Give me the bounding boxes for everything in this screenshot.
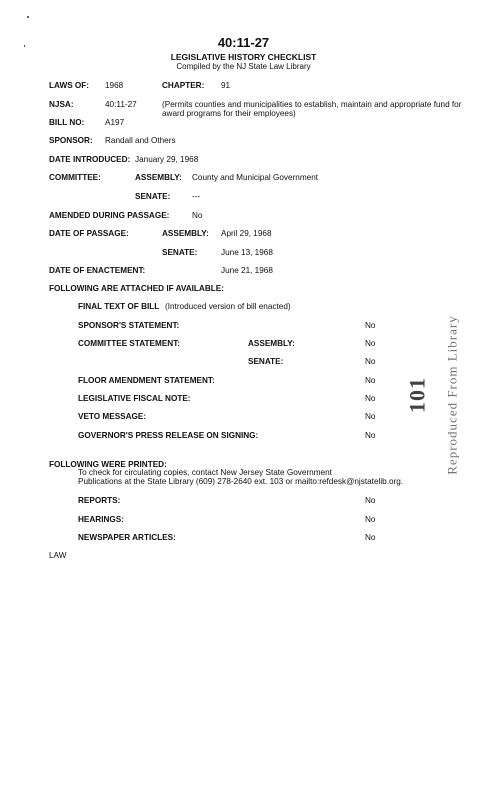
date-introduced-label: DATE INTRODUCED: <box>49 155 131 164</box>
date-introduced-value: January 29, 1968 <box>135 155 199 164</box>
veto-message-value: No <box>365 412 376 421</box>
document-title: LEGISLATIVE HISTORY CHECKLIST <box>170 52 317 62</box>
committee-statement-assembly-value: No <box>365 339 376 348</box>
attached-heading: FOLLOWING ARE ATTACHED IF AVAILABLE: <box>49 284 224 293</box>
reports-value: No <box>365 496 376 505</box>
printed-heading: FOLLOWING WERE PRINTED: <box>49 460 167 469</box>
passage-senate-value: June 13, 1968 <box>221 248 273 257</box>
fiscal-note-value: No <box>365 394 376 403</box>
njsa-value: 40:11-27 <box>105 100 137 109</box>
chapter-label: CHAPTER: <box>162 81 205 90</box>
sponsor-statement-label: SPONSOR'S STATEMENT: <box>78 321 180 330</box>
laws-of-value: 1968 <box>105 81 124 90</box>
bill-no-label: BILL NO: <box>49 118 85 127</box>
scan-speck <box>24 45 25 47</box>
printed-note-line2: Publications at the State Library (609) 278-2640 ext. 103 or mailto:refdesk@njstatelib.org. <box>78 477 404 486</box>
amended-value: No <box>192 211 203 220</box>
sponsor-statement-value: No <box>365 321 376 330</box>
document-subtitle: Compiled by the NJ State Law Library <box>176 62 311 71</box>
library-stamp-number: 101 <box>404 377 430 413</box>
reports-label: REPORTS: <box>78 496 121 505</box>
committee-label: COMMITTEE: <box>49 173 101 182</box>
enactment-value: June 21, 1968 <box>221 266 273 275</box>
njsa-description: (Permits counties and municipalities to establish, maintain and appropriate fund for award programs for their employees) <box>162 100 462 119</box>
library-stamp <box>395 290 475 500</box>
press-release-label: GOVERNOR'S PRESS RELEASE ON SIGNING: <box>78 431 259 440</box>
library-stamp-text: Reproduced From Library <box>444 315 460 475</box>
floor-amendment-value: No <box>365 376 376 385</box>
bill-no-value: A197 <box>105 118 125 127</box>
sponsor-label: SPONSOR: <box>49 136 93 145</box>
committee-statement-senate-label: SENATE: <box>248 357 284 366</box>
passage-assembly-value: April 29, 1968 <box>221 229 272 238</box>
amended-label: AMENDED DURING PASSAGE: <box>49 211 170 220</box>
passage-label: DATE OF PASSAGE: <box>49 229 129 238</box>
floor-amendment-label: FLOOR AMENDMENT STATEMENT: <box>78 376 215 385</box>
hearings-value: No <box>365 515 376 524</box>
committee-senate-value: --- <box>192 192 201 201</box>
enactment-label: DATE OF ENACTEMENT: <box>49 266 146 275</box>
committee-statement-label: COMMITTEE STATEMENT: <box>78 339 181 348</box>
passage-senate-label: SENATE: <box>162 248 198 257</box>
veto-message-label: VETO MESSAGE: <box>78 412 147 421</box>
committee-assembly-label: ASSEMBLY: <box>135 173 182 182</box>
njsa-label: NJSA: <box>49 100 74 109</box>
committee-assembly-value: County and Municipal Government <box>192 173 319 182</box>
newspaper-value: No <box>365 533 376 542</box>
hearings-label: HEARINGS: <box>78 515 124 524</box>
printed-note-line1: To check for circulating copies, contact New Jersey State Government <box>78 468 332 477</box>
sponsor-value: Randall and Others <box>105 136 176 145</box>
final-text-value: (Introduced version of bill enacted) <box>165 302 291 311</box>
committee-statement-senate-value: No <box>365 357 376 366</box>
fiscal-note-label: LEGISLATIVE FISCAL NOTE: <box>78 394 191 403</box>
press-release-value: No <box>365 431 376 440</box>
newspaper-label: NEWSPAPER ARTICLES: <box>78 533 176 542</box>
scan-speck <box>27 16 29 18</box>
footer-law: LAW <box>49 551 67 560</box>
passage-assembly-label: ASSEMBLY: <box>162 229 209 238</box>
final-text-label: FINAL TEXT OF BILL <box>78 302 160 311</box>
laws-of-label: LAWS OF: <box>49 81 90 90</box>
committee-statement-assembly-label: ASSEMBLY: <box>248 339 295 348</box>
chapter-value: 91 <box>221 81 231 90</box>
document-code: 40:11-27 <box>217 35 270 50</box>
committee-senate-label: SENATE: <box>135 192 171 201</box>
